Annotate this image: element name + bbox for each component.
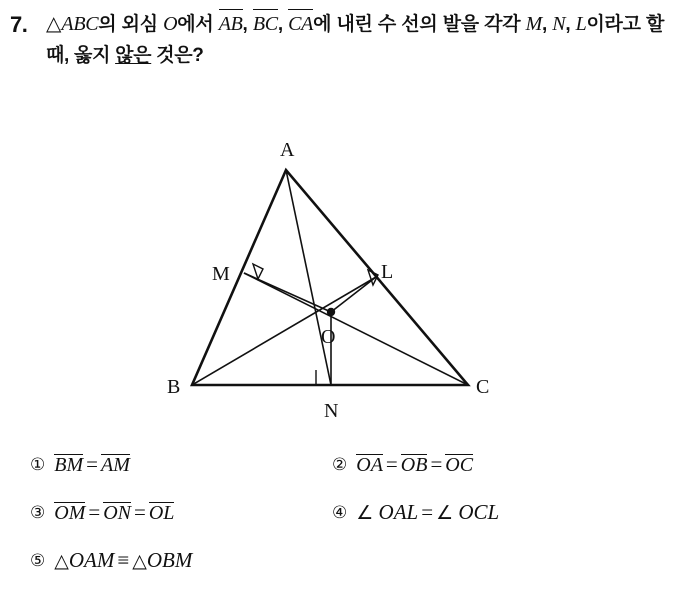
stem-text-5: 이라고 할 때, 옳지 bbox=[46, 14, 665, 66]
geometry-figure bbox=[120, 130, 550, 430]
equals-sign-2a: = bbox=[385, 452, 398, 476]
segment-ol-choice: OL bbox=[148, 502, 175, 524]
stem-comma-1: , bbox=[242, 14, 253, 35]
stem-negation: 않은 bbox=[115, 45, 152, 66]
stem-comma-4: , bbox=[565, 14, 576, 35]
stem-text-3: 에 내린 수 bbox=[313, 14, 396, 35]
segment-ca: CA bbox=[288, 8, 313, 40]
stem-text-1: 의 외심 bbox=[98, 14, 164, 35]
label-l: L bbox=[575, 13, 587, 35]
choice-1[interactable] bbox=[30, 452, 130, 477]
choice-marker-1: ① bbox=[30, 455, 46, 475]
label-o: O bbox=[163, 13, 178, 35]
equals-sign-1: = bbox=[86, 452, 98, 476]
triangle-symbol-1: △ bbox=[54, 550, 69, 572]
figure-label-b: B bbox=[167, 376, 181, 398]
triangle-outline bbox=[192, 170, 468, 385]
segment-am: AM bbox=[100, 454, 130, 476]
equals-sign-4: = bbox=[421, 500, 434, 524]
segment-ab: AB bbox=[219, 8, 243, 40]
triangle-obm: OBM bbox=[146, 548, 193, 572]
choice-marker-5: ⑤ bbox=[30, 551, 46, 571]
question-text bbox=[46, 8, 664, 71]
segment-om-choice: OM bbox=[54, 502, 86, 524]
choice-4-text bbox=[356, 500, 499, 525]
choice-2-text bbox=[356, 452, 473, 477]
question-number: 7. bbox=[10, 12, 28, 37]
segment-m-to-c bbox=[244, 273, 468, 385]
stem-text-4: 선의 발을 각각 bbox=[401, 14, 526, 35]
choice-marker-3: ③ bbox=[30, 503, 46, 523]
label-m: M bbox=[525, 13, 542, 35]
figure-label-l: L bbox=[381, 261, 394, 283]
stem-comma-2: , bbox=[277, 14, 289, 35]
triangle-diagram-svg bbox=[120, 130, 550, 430]
stem-comma-3: , bbox=[541, 14, 553, 35]
angle-oal: OAL bbox=[378, 500, 419, 524]
equals-sign-2b: = bbox=[430, 452, 443, 476]
angle-ocl: OCL bbox=[458, 500, 500, 524]
choice-3[interactable] bbox=[30, 500, 174, 525]
congruent-sign: ≡ bbox=[117, 548, 130, 572]
question-stem bbox=[10, 8, 665, 71]
segment-bc: BC bbox=[253, 8, 278, 40]
choice-2[interactable] bbox=[332, 452, 473, 477]
label-n: N bbox=[552, 13, 566, 35]
segment-bm: BM bbox=[54, 454, 84, 476]
answer-choices bbox=[12, 452, 672, 596]
triangle-symbol: △ bbox=[46, 13, 62, 35]
figure-label-o: O bbox=[321, 326, 336, 348]
stem-text-6: 것은? bbox=[156, 45, 204, 66]
segment-ob: OB bbox=[400, 454, 428, 476]
segment-a-to-n bbox=[286, 170, 331, 385]
equals-sign-3a: = bbox=[88, 500, 101, 524]
triangle-oam: OAM bbox=[68, 548, 115, 572]
choice-row-2 bbox=[12, 500, 672, 548]
figure-label-c: C bbox=[476, 376, 490, 398]
choice-5[interactable] bbox=[30, 548, 192, 573]
label-abc: ABC bbox=[61, 13, 99, 35]
circumcenter-point bbox=[327, 308, 335, 316]
equals-sign-3b: = bbox=[134, 500, 146, 524]
segment-oa: OA bbox=[356, 454, 383, 476]
choice-1-text bbox=[54, 452, 130, 477]
figure-label-n: N bbox=[324, 400, 339, 422]
segment-oc: OC bbox=[445, 454, 474, 476]
choice-3-text bbox=[54, 500, 174, 525]
stem-text-2: 에서 bbox=[177, 14, 219, 35]
choice-row-3 bbox=[12, 548, 672, 596]
segment-ol bbox=[331, 277, 376, 312]
angle-symbol-2: ∠ bbox=[436, 502, 454, 524]
segment-on-choice: ON bbox=[103, 502, 131, 524]
figure-label-a: A bbox=[280, 139, 295, 161]
choice-marker-4: ④ bbox=[332, 503, 348, 523]
choice-marker-2: ② bbox=[332, 455, 348, 475]
right-angle-mark-m bbox=[253, 264, 263, 279]
choice-4[interactable] bbox=[332, 500, 499, 525]
angle-symbol-1: ∠ bbox=[356, 502, 374, 524]
figure-label-m: M bbox=[212, 263, 230, 285]
triangle-symbol-2: △ bbox=[132, 550, 147, 572]
choice-5-text bbox=[54, 548, 192, 573]
choice-row-1 bbox=[12, 452, 672, 500]
